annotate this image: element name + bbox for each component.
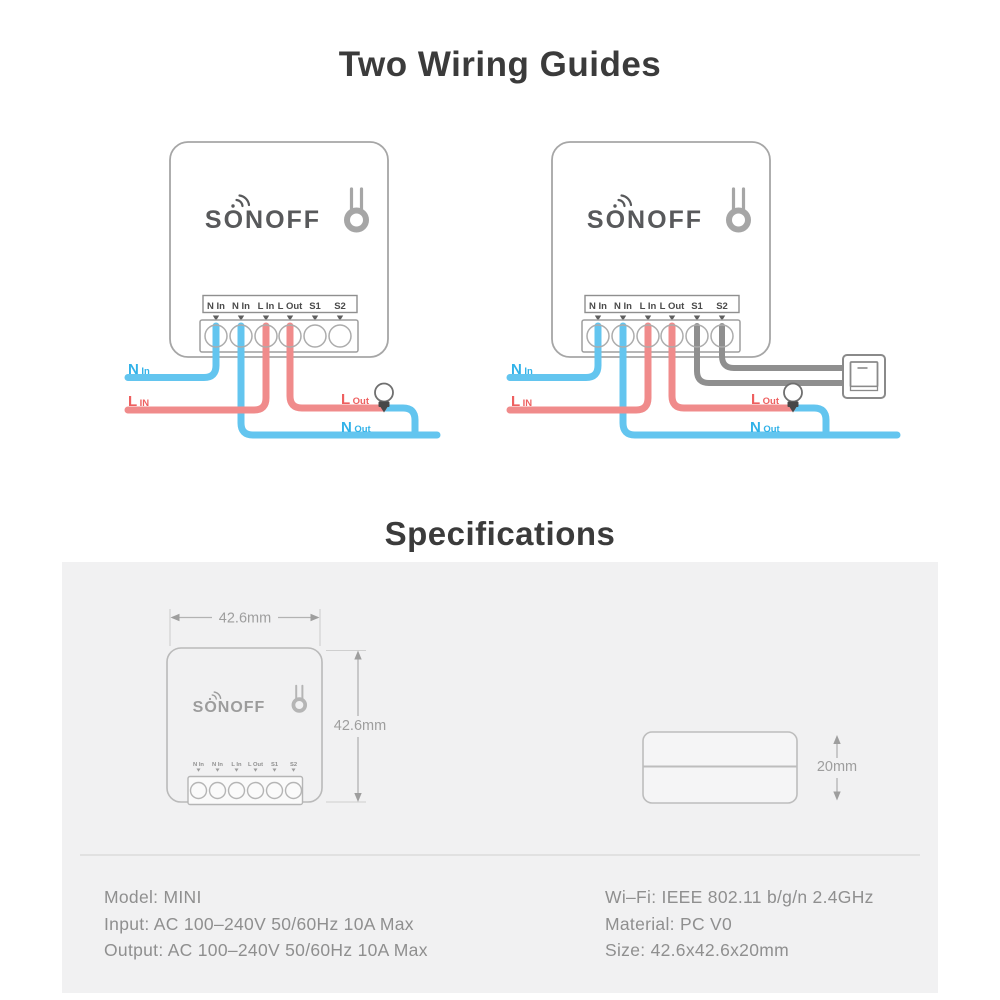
terminal-label: S2 [716,301,728,312]
terminal-label: L In [639,301,657,312]
wall-switch-icon [843,355,885,398]
terminal-label: L Out [659,301,685,312]
terminal-label: L Out [247,762,264,768]
spec-row-material: Material: PC V0 [605,913,733,934]
terminal-label: L In [257,301,275,312]
dim-height-label: 42.6mm [333,718,387,734]
terminal-label: S1 [691,301,703,312]
terminal-label: S1 [309,301,321,312]
spec-row-wifi: Wi–Fi: IEEE 802.11 b/g/n 2.4GHz [605,887,874,907]
sonoff-logo: SONOFF [586,206,704,234]
terminal-label: L In [231,762,242,768]
dimension-diagram-front [167,609,386,805]
page-title: Two Wiring Guides [338,45,662,85]
terminal-label: S2 [334,301,346,312]
terminal-arrow-icons [197,769,296,772]
terminal-label: N In [207,301,225,312]
terminal-label: L Out [277,301,303,312]
terminal-label: S1 [270,762,279,768]
sonoff-logo: SONOFF [204,206,322,234]
label-n-out: N Out [750,419,780,436]
dim-depth-label: 20mm [816,759,858,775]
label-n-out: N Out [341,419,371,436]
label-l-out: L Out [341,391,370,408]
spec-row-input: Input: AC 100–240V 50/60Hz 10A Max [104,913,414,934]
spec-row-model: Model: MINI [104,887,202,907]
wire-bulb-to-neutral [794,408,826,433]
label-l-out: L Out [751,391,780,408]
wire-bulb-to-neutral [385,408,415,433]
dim-width-label: 42.6mm [218,610,272,627]
label-l-in: LIN [511,393,533,410]
terminal-label: N In [614,301,632,312]
wifi-icon [210,692,221,699]
spec-row-output: Output: AC 100–240V 50/60Hz 10A Max [104,940,428,960]
specifications-title: Specifications [384,515,616,553]
label-n-in: N In [128,361,150,378]
terminal-label: N In [589,301,607,312]
dimension-diagram-side [643,732,857,803]
label-n-in: N In [511,361,533,378]
wiring-diagram-switch [510,142,897,436]
label-l-in: LIN [128,393,150,410]
wiring-diagram-basic [128,142,437,436]
sonoff-logo: SONOFF [192,699,266,716]
terminal-label: N In [212,762,223,768]
terminal-label: S2 [289,762,298,768]
spec-row-size: Size: 42.6x42.6x20mm [605,940,790,960]
terminal-label: N In [232,301,250,312]
terminal-label: N In [193,762,204,768]
mounting-hole-icon [293,686,305,711]
